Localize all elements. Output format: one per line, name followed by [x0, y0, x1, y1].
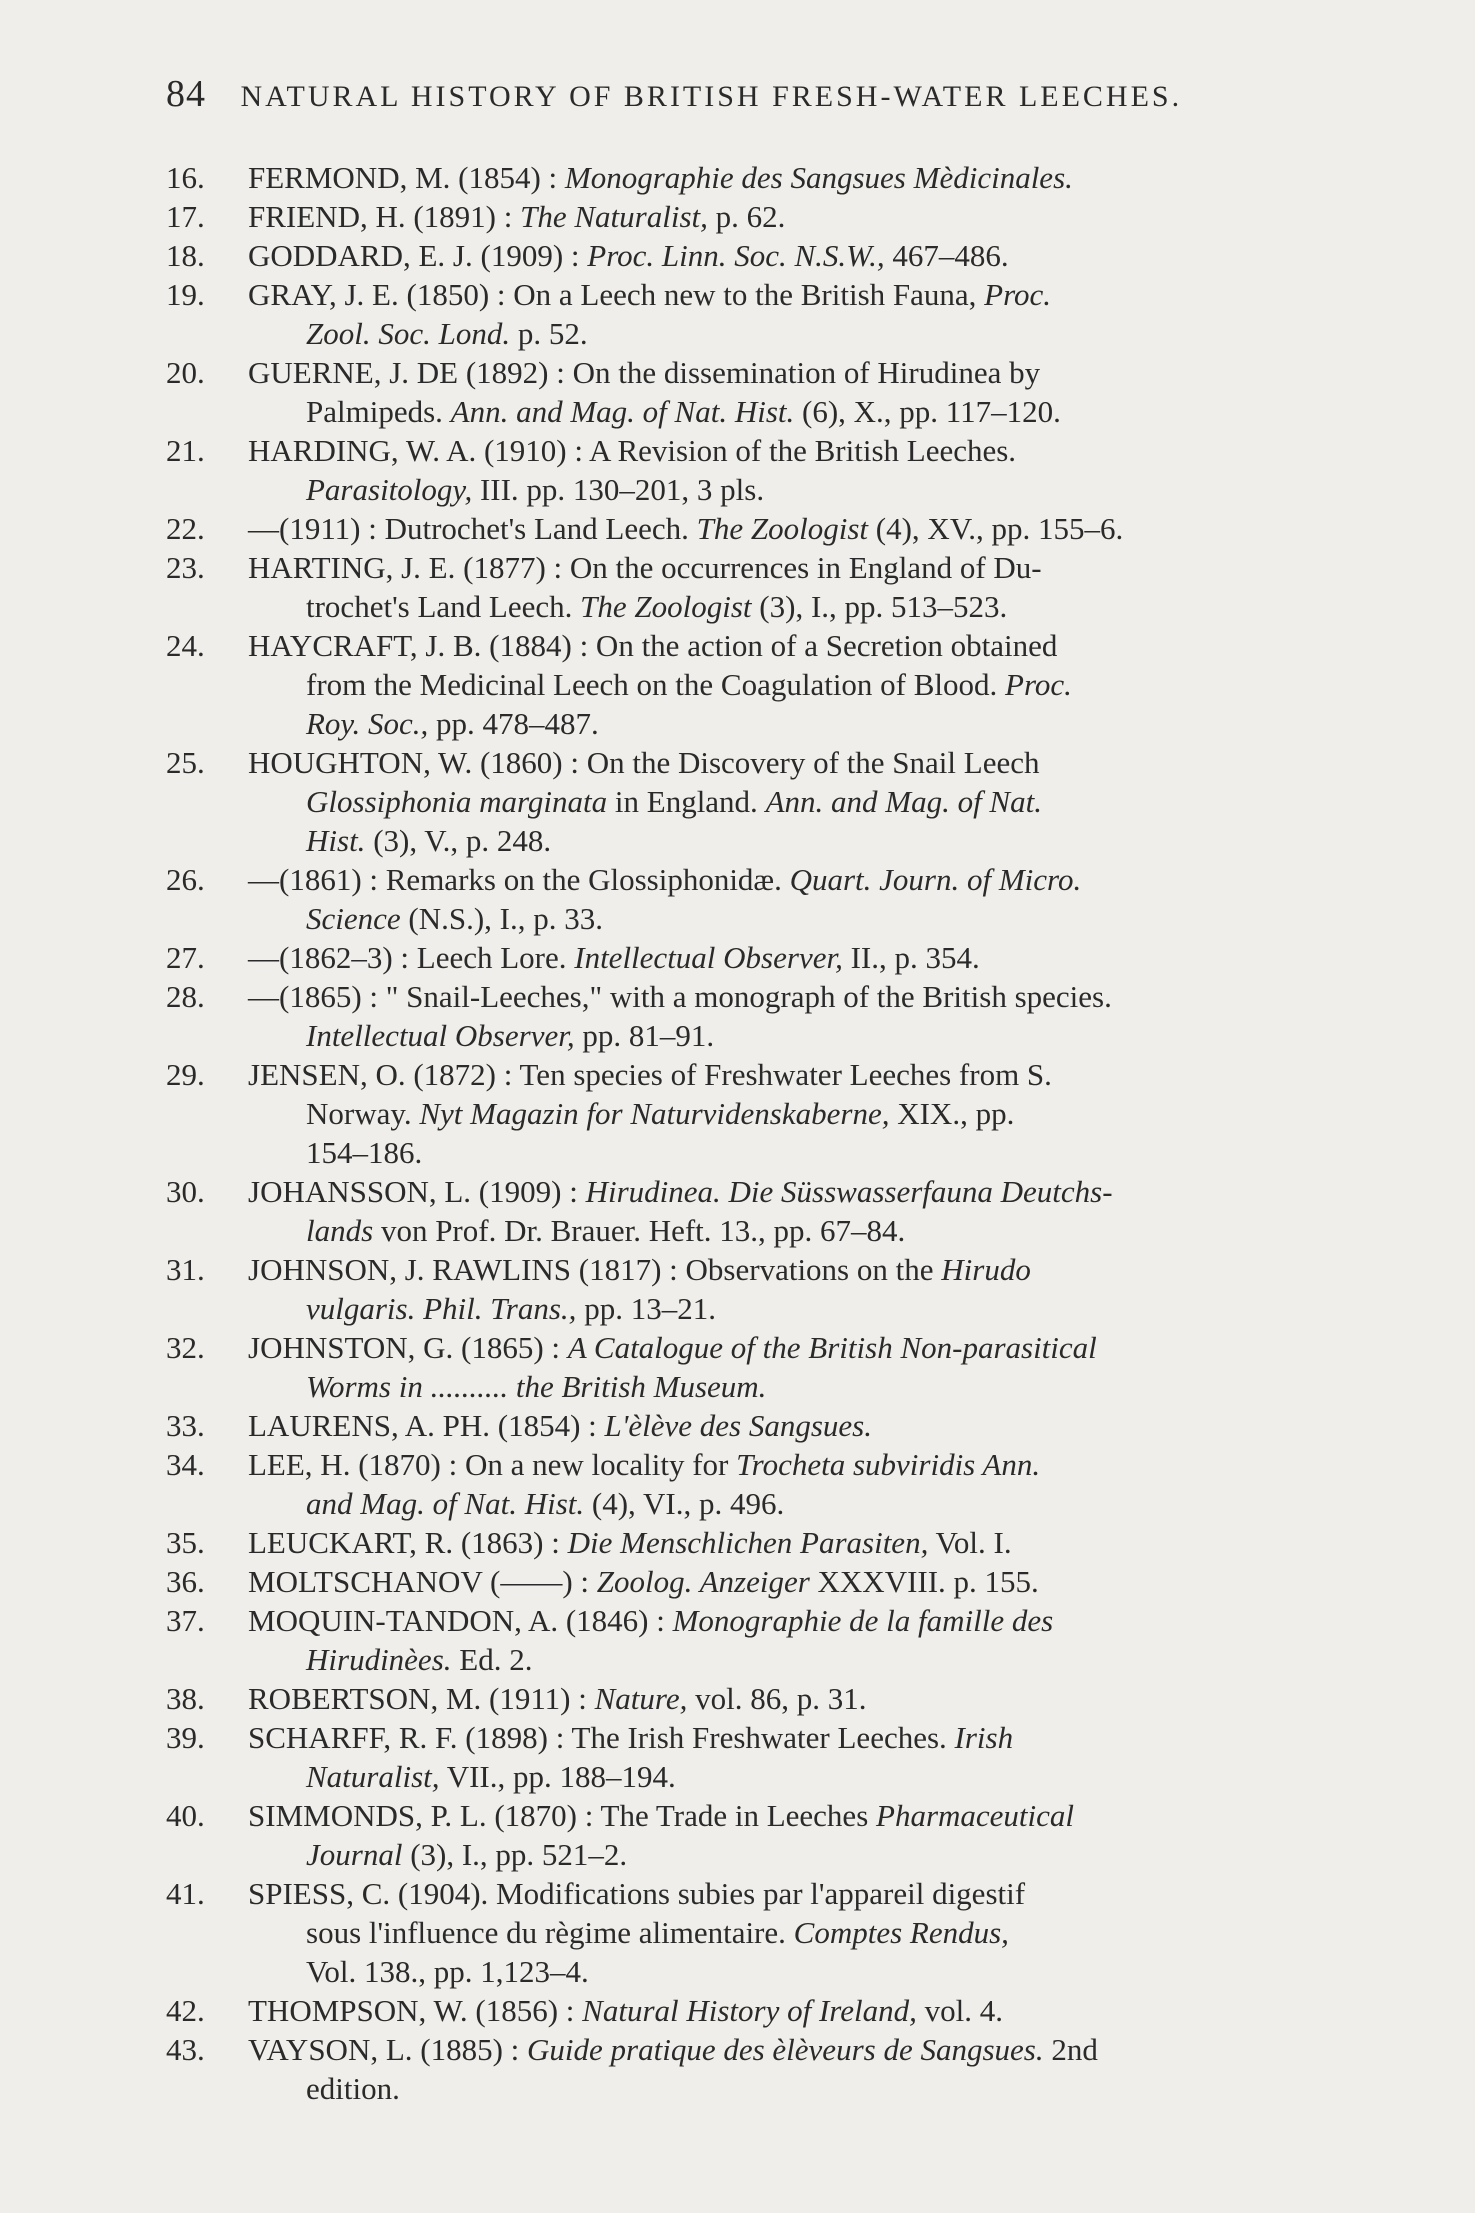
- reference-line: [248, 158, 1316, 197]
- reference-number: 26.: [166, 862, 205, 897]
- reference-entry: [166, 1562, 1316, 1601]
- reference-line: [248, 1601, 1316, 1640]
- reference-italic-text: Proc.: [1005, 667, 1072, 702]
- reference-line: [248, 548, 1316, 587]
- reference-text: GRAY, J. E. (1850) : On a Leech new to the British Fauna,: [248, 277, 985, 312]
- reference-text: VAYSON, L. (1885) :: [248, 2032, 528, 2067]
- reference-text: JOHANSSON, L. (1909) :: [248, 1174, 586, 1209]
- reference-text: (4), VI., p. 496.: [584, 1486, 785, 1521]
- reference-line: [306, 1952, 1316, 1991]
- reference-text: LAURENS, A. PH. (1854) :: [248, 1408, 605, 1443]
- page-number: 84: [166, 73, 206, 115]
- reference-text: edition.: [306, 2071, 400, 2106]
- reference-italic-text: Trocheta subviridis Ann.: [736, 1447, 1041, 1482]
- reference-entry: [166, 1796, 1316, 1874]
- reference-text: vol. 86, p. 31.: [687, 1681, 867, 1716]
- reference-entry: [166, 1601, 1316, 1679]
- reference-line: [248, 1055, 1316, 1094]
- reference-italic-text: Quart. Journ. of Micro.: [789, 862, 1082, 897]
- reference-entry: [166, 1250, 1316, 1328]
- reference-entry: [166, 1679, 1316, 1718]
- reference-number: 16.: [166, 160, 205, 195]
- reference-italic-text: L'èlève des Sangsues.: [604, 1408, 872, 1443]
- reference-number: 20.: [166, 355, 205, 390]
- reference-line: [306, 1094, 1316, 1133]
- reference-number: 42.: [166, 1993, 205, 2028]
- reference-text: 2nd: [1043, 2032, 1098, 2067]
- reference-number: 37.: [166, 1603, 205, 1638]
- reference-text: VII., pp. 188–194.: [439, 1759, 676, 1794]
- reference-number: 22.: [166, 511, 205, 546]
- reference-italic-text: Monographie des Sangsues Mèdicinales.: [564, 160, 1073, 195]
- reference-italic-text: The Zoologist: [696, 511, 869, 546]
- reference-line: [248, 626, 1316, 665]
- reference-text: Palmipeds.: [306, 394, 451, 429]
- reference-text: LEE, H. (1870) : On a new locality for: [248, 1447, 737, 1482]
- reference-line: [248, 743, 1316, 782]
- reference-number: 21.: [166, 433, 205, 468]
- reference-italic-text: Proc.: [984, 277, 1052, 312]
- reference-text: von Prof. Dr. Brauer. Heft. 13., pp. 67–84.: [373, 1213, 906, 1248]
- running-title: NATURAL HISTORY OF BRITISH FRESH-WATER LEECHES.: [240, 80, 1183, 113]
- reference-text: vol. 4.: [916, 1993, 1003, 2028]
- reference-text: FERMOND, M. (1854) :: [248, 160, 565, 195]
- reference-line: [306, 392, 1316, 431]
- reference-italic-text: Pharmaceutical: [876, 1798, 1075, 1833]
- reference-italic-text: Irish: [954, 1720, 1014, 1755]
- reference-italic-text: Hist.: [306, 823, 366, 858]
- reference-number: 30.: [166, 1174, 205, 1209]
- reference-line: [306, 1133, 1316, 1172]
- reference-italic-text: Nature,: [594, 1681, 688, 1716]
- reference-line: [248, 1250, 1316, 1289]
- reference-number: 18.: [166, 238, 205, 273]
- reference-italic-text: Guide pratique des èlèveurs de Sangsues.: [527, 2032, 1044, 2067]
- reference-entry: [166, 509, 1316, 548]
- reference-text: from the Medicinal Leech on the Coagulation of Blood.: [306, 667, 1006, 702]
- reference-entry: [166, 1991, 1316, 2030]
- reference-italic-text: The Zoologist: [580, 589, 752, 624]
- reference-text: Norway.: [306, 1096, 420, 1131]
- reference-entry: [166, 548, 1316, 626]
- reference-text: pp. 13–21.: [576, 1291, 716, 1326]
- reference-number: 38.: [166, 1681, 205, 1716]
- reference-line: [306, 1211, 1316, 1250]
- reference-entry: [166, 1445, 1316, 1523]
- reference-entry: [166, 1328, 1316, 1406]
- reference-line: [248, 275, 1316, 314]
- reference-text: THOMPSON, W. (1856) :: [248, 1993, 583, 2028]
- reference-text: HARTING, J. E. (1877) : On the occurrences in England of Du-: [248, 550, 1042, 585]
- reference-line: [248, 509, 1316, 548]
- reference-line: [248, 1445, 1316, 1484]
- reference-text: III. pp. 130–201, 3 pls.: [472, 472, 765, 507]
- reference-text: pp. 81–91.: [574, 1018, 715, 1053]
- reference-line: [248, 1874, 1316, 1913]
- reference-number: 28.: [166, 979, 205, 1014]
- reference-text: 154–186.: [306, 1135, 423, 1170]
- reference-entry: [166, 158, 1316, 197]
- reference-number: 27.: [166, 940, 205, 975]
- reference-entry: [166, 743, 1316, 860]
- reference-line: [306, 1835, 1316, 1874]
- reference-line: [248, 431, 1316, 470]
- reference-text: ROBERTSON, M. (1911) :: [248, 1681, 595, 1716]
- reference-line: [306, 1757, 1316, 1796]
- reference-italic-text: Natural History of Ireland,: [582, 1993, 917, 2028]
- reference-number: 29.: [166, 1057, 205, 1092]
- reference-text: (3), V., p. 248.: [365, 823, 552, 858]
- reference-italic-text: Hirudinea. Die Süsswasserfauna Deutchs-: [585, 1174, 1113, 1209]
- reference-line: [306, 1289, 1316, 1328]
- reference-text: GUERNE, J. DE (1892) : On the dissemination of Hirudinea by: [248, 355, 1041, 390]
- reference-entry: [166, 1406, 1316, 1445]
- reference-text: HARDING, W. A. (1910) : A Revision of the British Leeches.: [248, 433, 1017, 468]
- reference-text: (4), XV., pp. 155–6.: [868, 511, 1124, 546]
- reference-line: [248, 1328, 1316, 1367]
- reference-italic-text: Journal: [306, 1837, 403, 1872]
- reference-entry: [166, 2030, 1316, 2108]
- reference-text: II., p. 354.: [842, 940, 980, 975]
- reference-number: 35.: [166, 1525, 205, 1560]
- reference-italic-text: Die Menschlichen Parasiten,: [567, 1525, 929, 1560]
- reference-text: (3), I., pp. 513–523.: [751, 589, 1008, 624]
- reference-number: 39.: [166, 1720, 205, 1755]
- reference-italic-text: Worms in .......... the British Museum.: [306, 1369, 767, 1404]
- reference-italic-text: Science: [306, 901, 401, 936]
- reference-number: 43.: [166, 2032, 205, 2067]
- reference-line: [306, 1484, 1316, 1523]
- reference-line: [306, 587, 1316, 626]
- reference-number: 33.: [166, 1408, 205, 1443]
- reference-line: [248, 1679, 1316, 1718]
- reference-line: [248, 197, 1316, 236]
- reference-line: [306, 314, 1316, 353]
- reference-text: Vol. 138., pp. 1,123–4.: [306, 1954, 589, 1989]
- reference-line: [306, 1640, 1316, 1679]
- reference-number: 32.: [166, 1330, 205, 1365]
- reference-text: —(1862–3) : Leech Lore.: [248, 940, 575, 975]
- reference-line: [306, 470, 1316, 509]
- reference-text: —(1911) : Dutrochet's Land Leech.: [248, 511, 697, 546]
- reference-entry: [166, 626, 1316, 743]
- reference-italic-text: The Naturalist,: [520, 199, 708, 234]
- reference-text: MOLTSCHANOV (——) :: [248, 1564, 597, 1599]
- reference-text: JOHNSTON, G. (1865) :: [248, 1330, 568, 1365]
- reference-line: [248, 236, 1316, 275]
- reference-text: HAYCRAFT, J. B. (1884) : On the action of a Secretion obtained: [248, 628, 1058, 663]
- reference-line: [248, 1991, 1316, 2030]
- reference-text: pp. 478–487.: [428, 706, 599, 741]
- reference-italic-text: Intellectual Observer,: [306, 1018, 575, 1053]
- reference-line: [248, 1406, 1316, 1445]
- reference-text: LEUCKART, R. (1863) :: [248, 1525, 568, 1560]
- reference-text: SIMMONDS, P. L. (1870) : The Trade in Leeches: [248, 1798, 877, 1833]
- reference-italic-text: A Catalogue of the British Non-parasitical: [567, 1330, 1097, 1365]
- reference-entry: [166, 236, 1316, 275]
- reference-italic-text: vulgaris. Phil. Trans.,: [306, 1291, 577, 1326]
- reference-text: p. 62.: [707, 199, 786, 234]
- reference-text: p. 52.: [510, 316, 588, 351]
- reference-line: [306, 1016, 1316, 1055]
- reference-entry: [166, 1172, 1316, 1250]
- reference-text: (N.S.), I., p. 33.: [400, 901, 604, 936]
- reference-line: [248, 2030, 1316, 2069]
- reference-number: 41.: [166, 1876, 205, 1911]
- reference-number: 36.: [166, 1564, 205, 1599]
- reference-entry: [166, 1874, 1316, 1991]
- reference-line: [306, 821, 1316, 860]
- reference-entry: [166, 860, 1316, 938]
- reference-line: [248, 1562, 1316, 1601]
- reference-text: SCHARFF, R. F. (1898) : The Irish Freshwater Leeches.: [248, 1720, 955, 1755]
- reference-italic-text: Intellectual Observer,: [574, 940, 843, 975]
- reference-italic-text: Roy. Soc.,: [306, 706, 429, 741]
- reference-number: 31.: [166, 1252, 205, 1287]
- reference-number: 23.: [166, 550, 205, 585]
- reference-entry: [166, 1718, 1316, 1796]
- reference-line: [248, 860, 1316, 899]
- reference-line: [306, 1367, 1316, 1406]
- reference-line: [306, 2069, 1316, 2108]
- reference-italic-text: Hirudo: [941, 1252, 1031, 1287]
- reference-number: 17.: [166, 199, 205, 234]
- reference-text: GODDARD, E. J. (1909) :: [248, 238, 588, 273]
- reference-text: sous l'influence du règime alimentaire.: [306, 1915, 794, 1950]
- reference-italic-text: and Mag. of Nat. Hist.: [306, 1486, 585, 1521]
- reference-entry: [166, 1523, 1316, 1562]
- reference-italic-text: Zool. Soc. Lond.: [306, 316, 511, 351]
- reference-text: XIX., pp.: [889, 1096, 1015, 1131]
- reference-number: 25.: [166, 745, 205, 780]
- reference-italic-text: lands: [306, 1213, 374, 1248]
- reference-text: FRIEND, H. (1891) :: [248, 199, 521, 234]
- reference-italic-text: Ann. and Mag. of Nat. Hist.: [450, 394, 795, 429]
- reference-number: 40.: [166, 1798, 205, 1833]
- reference-text: SPIESS, C. (1904). Modifications subies par l'appareil digestif: [248, 1876, 1026, 1911]
- reference-line: [306, 665, 1316, 704]
- reference-line: [248, 1718, 1316, 1757]
- reference-entry: [166, 275, 1316, 353]
- reference-line: [306, 782, 1316, 821]
- reference-italic-text: Nyt Magazin for Naturvidenskaberne,: [419, 1096, 890, 1131]
- reference-text: trochet's Land Leech.: [306, 589, 581, 624]
- reference-text: (3), I., pp. 521–2.: [402, 1837, 628, 1872]
- reference-italic-text: Hirudinèes.: [306, 1642, 452, 1677]
- reference-text: JENSEN, O. (1872) : Ten species of Freshwater Leeches from S.: [248, 1057, 1052, 1092]
- reference-text: —(1865) : " Snail-Leeches," with a monograph of the British species.: [248, 979, 1112, 1014]
- reference-number: 19.: [166, 277, 205, 312]
- reference-italic-text: Ann. and Mag. of Nat.: [765, 784, 1042, 819]
- reference-text: JOHNSON, J. RAWLINS (1817) : Observations on the: [248, 1252, 942, 1287]
- reference-italic-text: Monographie de la famille des: [672, 1603, 1054, 1638]
- reference-entry: [166, 938, 1316, 977]
- reference-text: in England.: [607, 784, 766, 819]
- reference-line: [248, 1172, 1316, 1211]
- reference-line: [248, 938, 1316, 977]
- reference-line: [248, 1796, 1316, 1835]
- reference-line: [248, 353, 1316, 392]
- reference-line: [306, 1913, 1316, 1952]
- reference-italic-text: Naturalist,: [306, 1759, 440, 1794]
- reference-entry: [166, 197, 1316, 236]
- reference-text: XXXVIII. p. 155.: [809, 1564, 1039, 1599]
- reference-text: Ed. 2.: [451, 1642, 533, 1677]
- reference-entry: [166, 431, 1316, 509]
- reference-number: 24.: [166, 628, 205, 663]
- reference-line: [248, 1523, 1316, 1562]
- reference-line: [306, 899, 1316, 938]
- reference-italic-text: Parasitology,: [306, 472, 473, 507]
- reference-italic-text: Zoolog. Anzeiger: [596, 1564, 810, 1599]
- reference-entry: [166, 977, 1316, 1055]
- reference-text: MOQUIN-TANDON, A. (1846) :: [248, 1603, 673, 1638]
- reference-italic-text: Proc. Linn. Soc. N.S.W.,: [587, 238, 885, 273]
- page-header: [166, 72, 1336, 116]
- reference-line: [306, 704, 1316, 743]
- reference-entry: [166, 1055, 1316, 1172]
- reference-italic-text: Glossiphonia marginata: [306, 784, 608, 819]
- reference-text: —(1861) : Remarks on the Glossiphonidæ.: [248, 862, 790, 897]
- reference-text: 467–486.: [884, 238, 1009, 273]
- reference-number: 34.: [166, 1447, 205, 1482]
- reference-text: (6), X., pp. 117–120.: [794, 394, 1061, 429]
- reference-entry: [166, 353, 1316, 431]
- reference-line: [248, 977, 1316, 1016]
- reference-italic-text: Comptes Rendus,: [793, 1915, 1009, 1950]
- reference-text: HOUGHTON, W. (1860) : On the Discovery of the Snail Leech: [248, 745, 1040, 780]
- reference-list: [166, 158, 1316, 2108]
- reference-text: Vol. I.: [928, 1525, 1012, 1560]
